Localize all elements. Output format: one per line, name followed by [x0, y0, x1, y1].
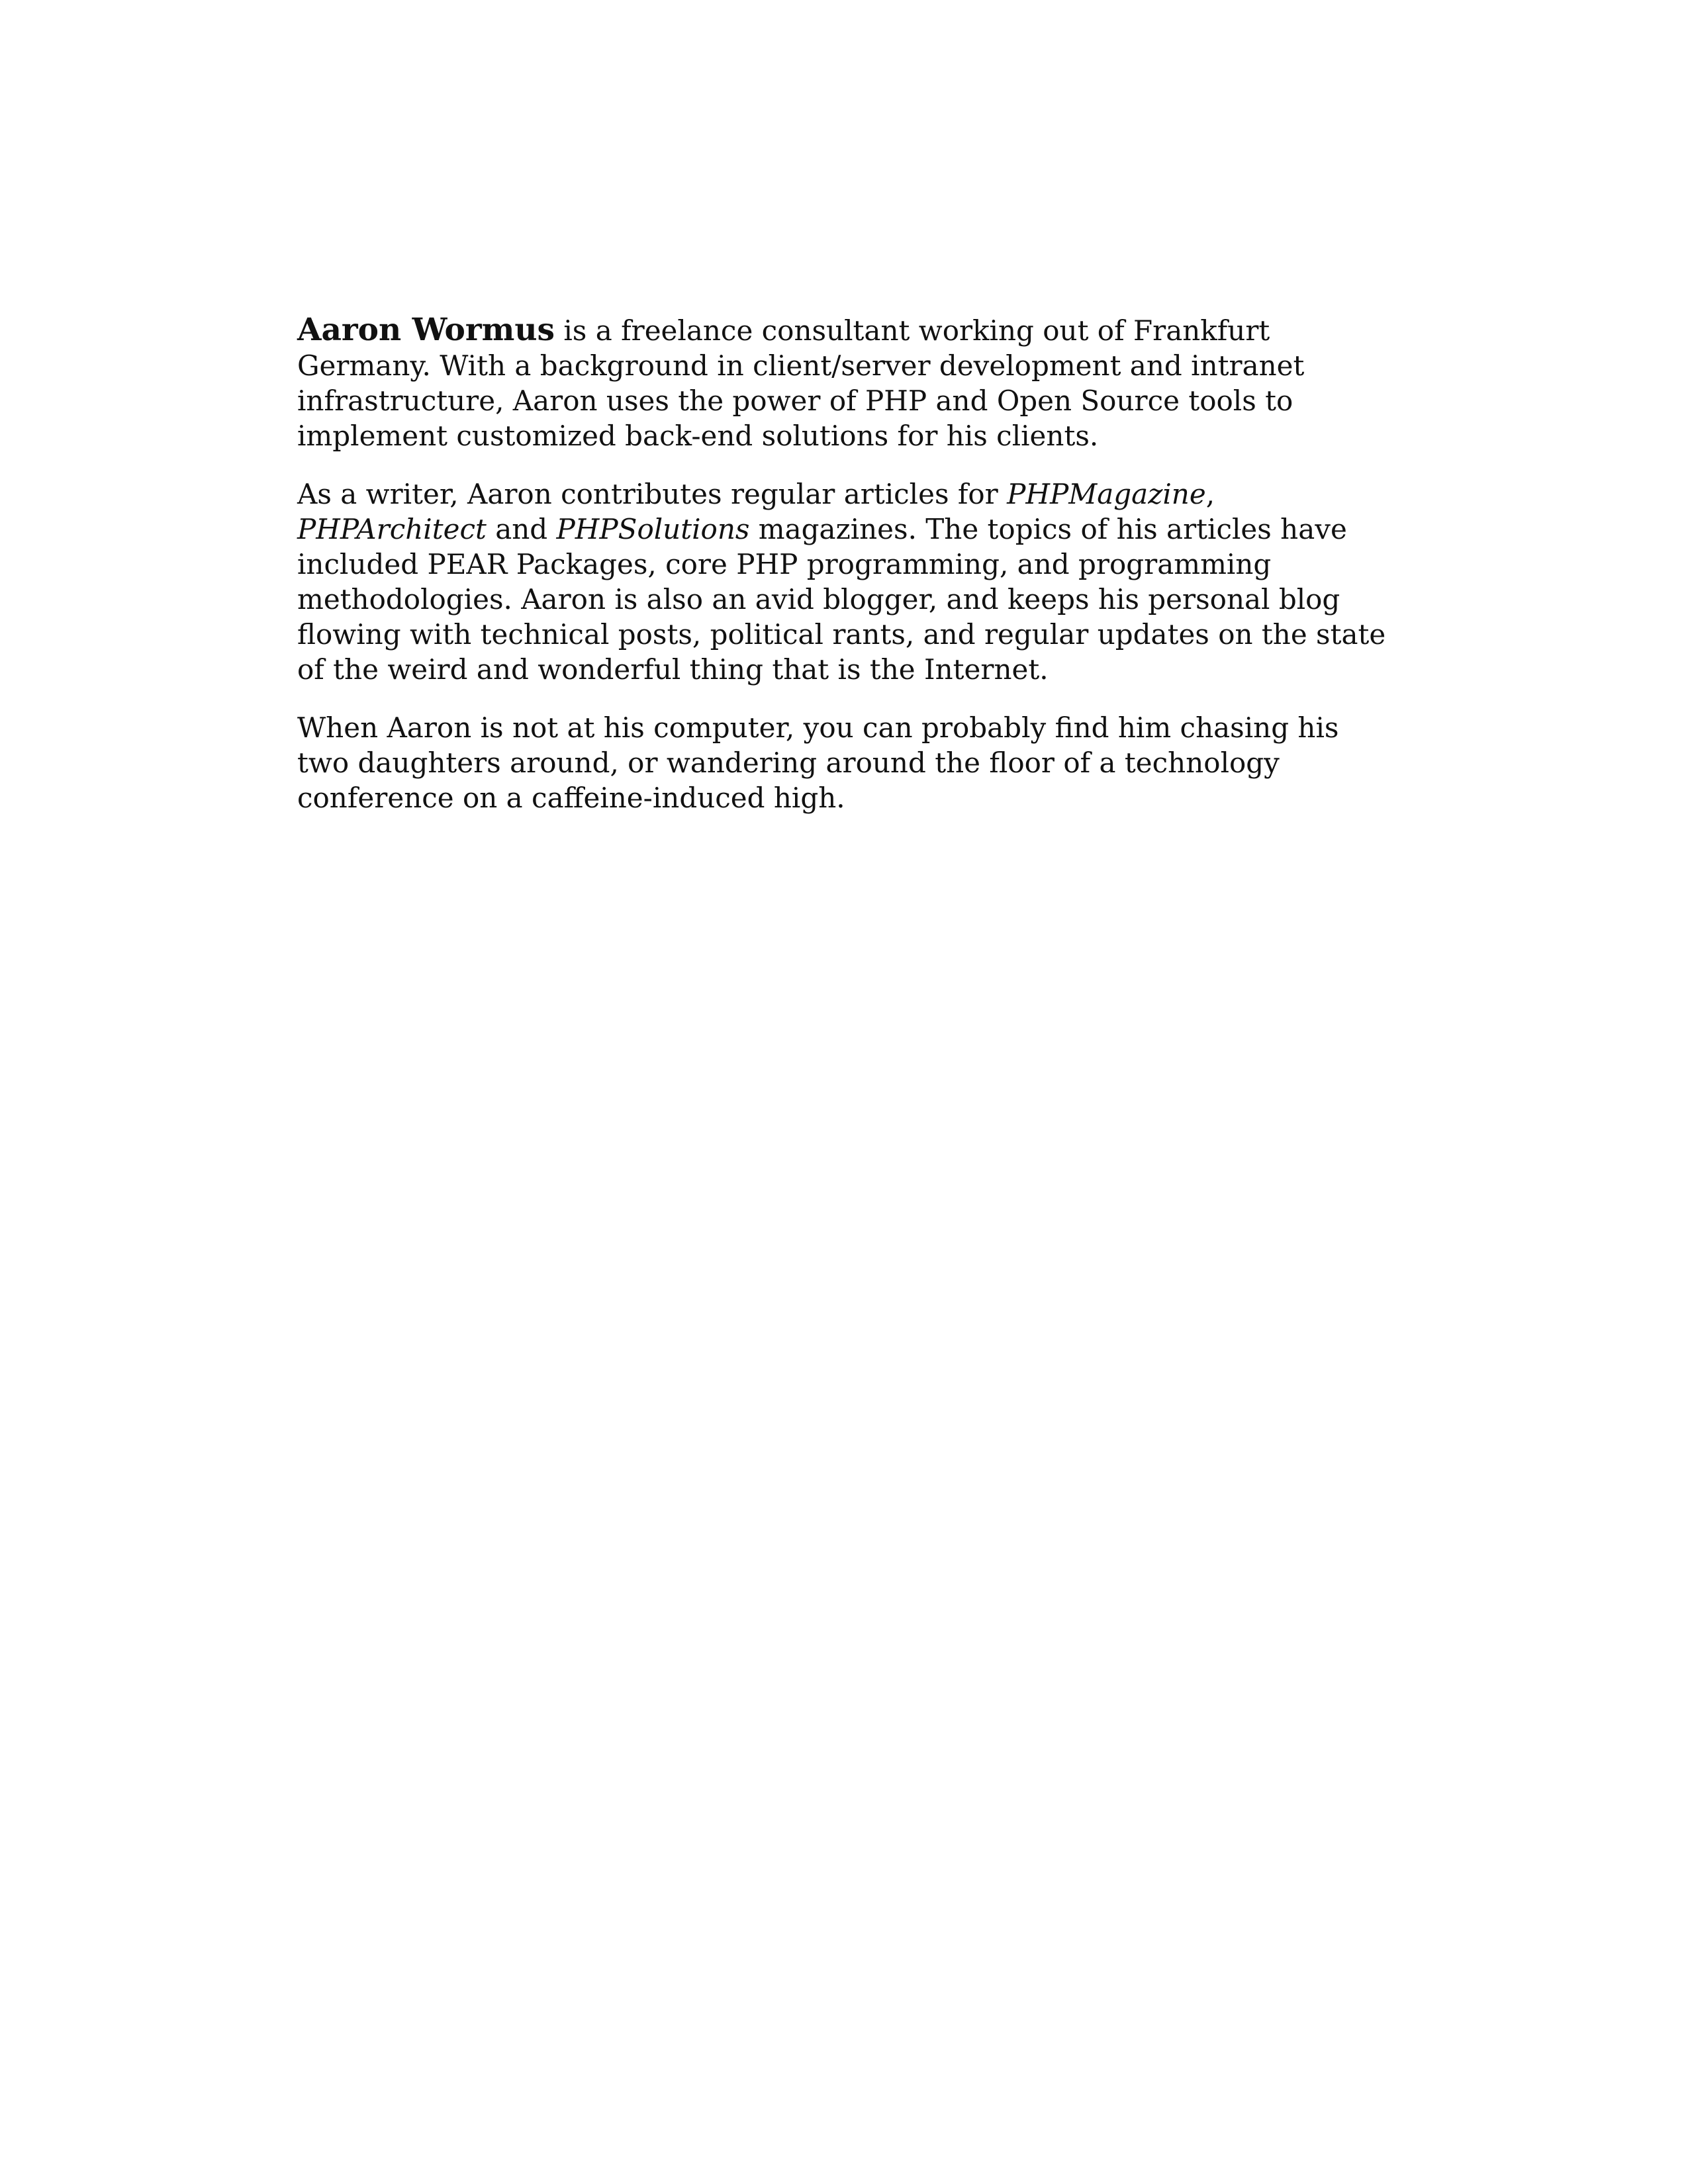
separator-2: and [486, 513, 557, 545]
separator-1: , [1205, 478, 1215, 510]
author-name: Aaron Wormus [297, 312, 555, 348]
author-bio [297, 312, 1396, 839]
bio-paragraph-2 [297, 477, 1396, 687]
bio-paragraph-1-text: is a freelance consultant working out of Frankfurt Germany. With a background in client/server development and intranet infrastructure, Aaron uses the power of PHP and Open Source tools to implement customized back-end solutions for his clients. [297, 314, 1305, 452]
bio-paragraph-3: When Aaron is not at his computer, you can probably find him chasing his two daughters around, or wandering around the floor of a technology conference on a caffeine-induced high. [297, 711, 1339, 814]
bio-paragraph-2-text: magazines. The topics of his articles have included PEAR Packages, core PHP programming, and programming methodologies. Aaron is also an avid blogger, and keeps his personal blog flowing with technical posts, political rants, and regular updates on the state of the weird and wonderful thing that is the Internet. [297, 513, 1386, 686]
magazine-name-1: PHPMagazine [1007, 478, 1206, 510]
magazine-name-2: PHPArchitect [297, 513, 487, 545]
magazine-name-3: PHPSolutions [556, 513, 750, 545]
bio-paragraph-1 [297, 312, 1396, 453]
bio-paragraph-2-intro: As a writer, Aaron contributes regular articles for [297, 478, 1008, 510]
